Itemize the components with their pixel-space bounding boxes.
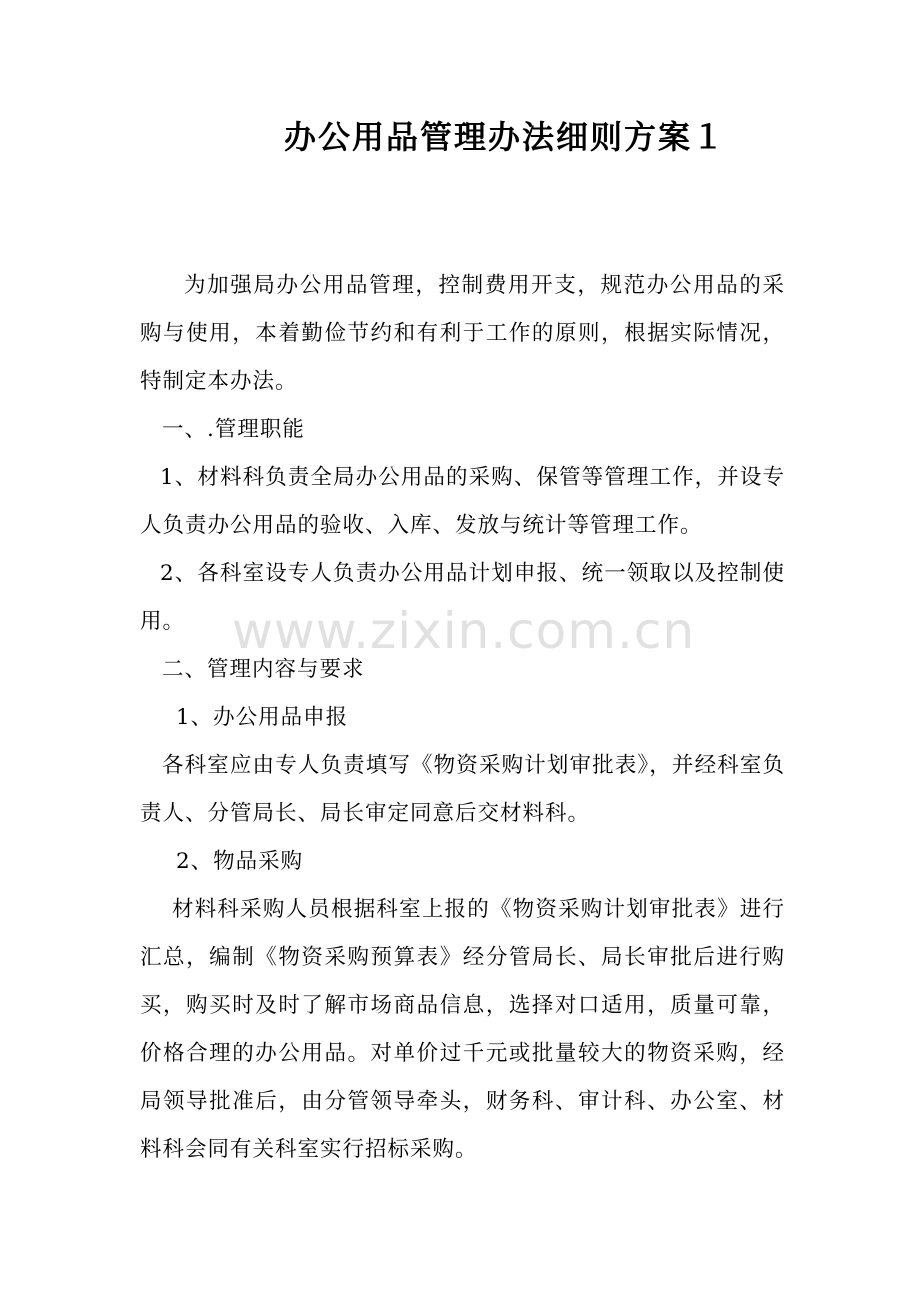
- section-heading-1: 一、.管理职能: [162, 417, 305, 442]
- subsection-heading-1: 1、办公用品申报: [176, 705, 349, 730]
- watermark: www.zixin.com.cn: [232, 602, 696, 660]
- section-heading-2: 二、管理内容与要求: [162, 657, 365, 682]
- intro-paragraph: 为加强局办公用品管理，控制费用开支，规范办公用品的采购与使用，本着勤俭节约和有利于工作的原则，根据实际情况，特制定本办法。: [140, 273, 785, 394]
- document-title: 办公用品管理办法细则方案１: [283, 118, 726, 156]
- subsection-1-paragraph: 各科室应由专人负责填写《物资采购计划审批表》，并经科室负责人、分管局长、局长审定同意后交材料科。: [140, 753, 785, 826]
- document-body: [140, 262, 785, 1174]
- subsection-heading-2: 2、物品采购: [176, 849, 304, 874]
- section-1-item-2: 2、各科室设专人负责办公用品计划申报、统一领取以及控制使用。: [140, 561, 785, 634]
- subsection-2-paragraph: 材料科采购人员根据科室上报的《物资采购计划审批表》进行汇总，编制《物资采购预算表》经分管局长、局长审批后进行购买，购买时及时了解市场商品信息，选择对口适用，质量可靠，价格合理的办公用品。对单价过千元或批量较大的物资采购，经局领导批准后，由分管领导牵头，财务科、审计科、办公室、材料科会同有关科室实行招标采购。: [140, 897, 785, 1162]
- section-1-item-1: 1、材料科负责全局办公用品的采购、保管等管理工作，并设专人负责办公用品的验收、入库、发放与统计等管理工作。: [140, 465, 785, 538]
